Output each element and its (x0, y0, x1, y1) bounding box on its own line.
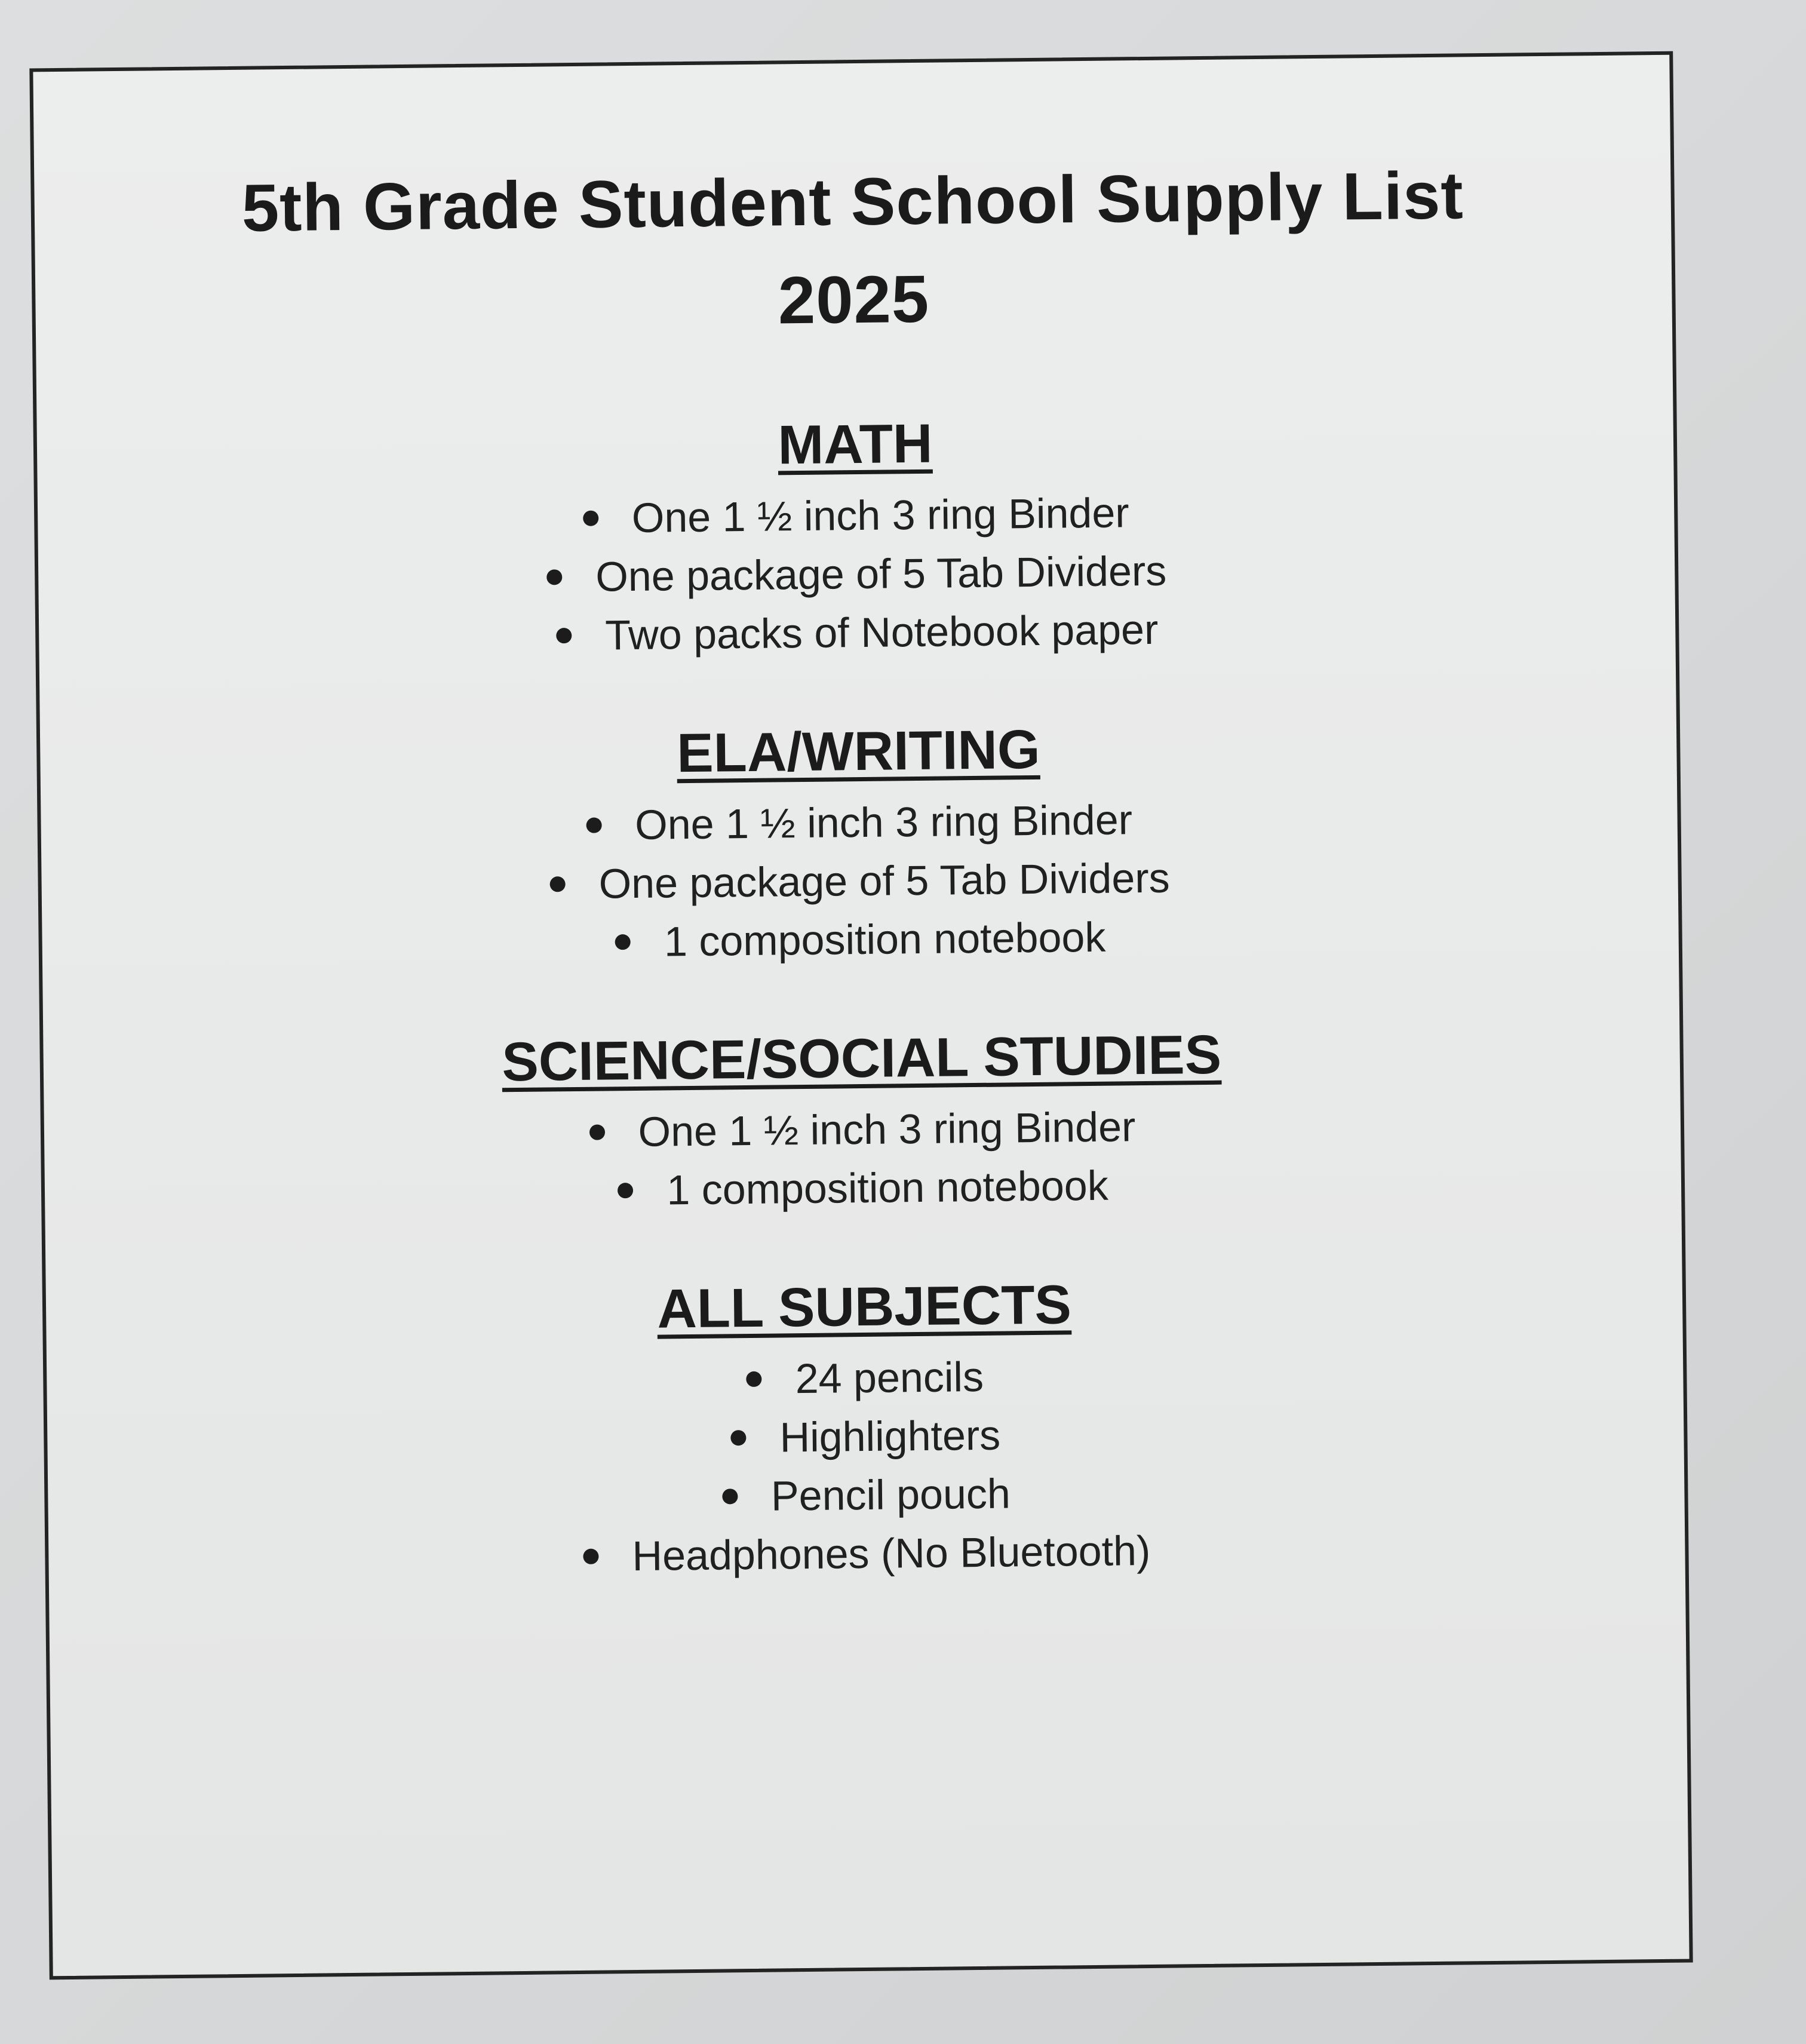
page-content (34, 145, 1685, 1592)
bullet-icon (722, 1489, 738, 1504)
list-item-text: One package of 5 Tab Dividers (595, 547, 1167, 600)
paper-sheet (29, 51, 1693, 1980)
list-item-text: Highlighters (779, 1411, 1001, 1461)
bullet-icon (583, 510, 598, 526)
list-item-text: Pencil pouch (770, 1470, 1011, 1520)
list-item-text: Headphones (No Bluetooth) (632, 1527, 1151, 1580)
bullet-icon (615, 934, 631, 950)
list-item-text: 1 composition notebook (666, 1162, 1109, 1214)
list-item-text: 24 pencils (795, 1353, 984, 1402)
supply-list (47, 1340, 1685, 1592)
section-math (36, 400, 1675, 671)
list-item-text: Two packs of Notebook paper (604, 606, 1159, 659)
page-title (34, 145, 1672, 358)
bullet-icon (556, 628, 572, 643)
supply-list (44, 1092, 1682, 1226)
bullet-icon (583, 1548, 598, 1564)
bullet-icon (589, 1124, 605, 1140)
section-ela-writing (40, 707, 1679, 978)
section-heading: SCIENCE/SOCIAL STUDIES (501, 1024, 1222, 1093)
supply-list (38, 478, 1676, 671)
title-line-2: 2025 (778, 261, 930, 338)
bullet-icon (730, 1430, 746, 1445)
section-heading: ALL SUBJECTS (656, 1274, 1072, 1340)
bullet-icon (586, 817, 601, 833)
section-heading: ELA/WRITING (676, 719, 1040, 784)
bullet-icon (546, 569, 562, 585)
bullet-icon (550, 876, 566, 892)
title-line-1: 5th Grade Student School Supply List (241, 158, 1464, 245)
section-science-social-studies (43, 1014, 1681, 1226)
list-item-text: One package of 5 Tab Dividers (598, 854, 1170, 907)
section-all-subjects (46, 1263, 1685, 1592)
section-heading: MATH (778, 413, 933, 476)
bullet-icon (618, 1183, 633, 1198)
supply-list (41, 785, 1679, 978)
list-item-text: One 1 ½ inch 3 ring Binder (638, 1103, 1136, 1155)
list-item-text: One 1 ½ inch 3 ring Binder (634, 796, 1133, 848)
list-item-text: One 1 ½ inch 3 ring Binder (631, 489, 1129, 541)
list-item-text: 1 composition notebook (664, 913, 1106, 965)
bullet-icon (747, 1371, 762, 1386)
